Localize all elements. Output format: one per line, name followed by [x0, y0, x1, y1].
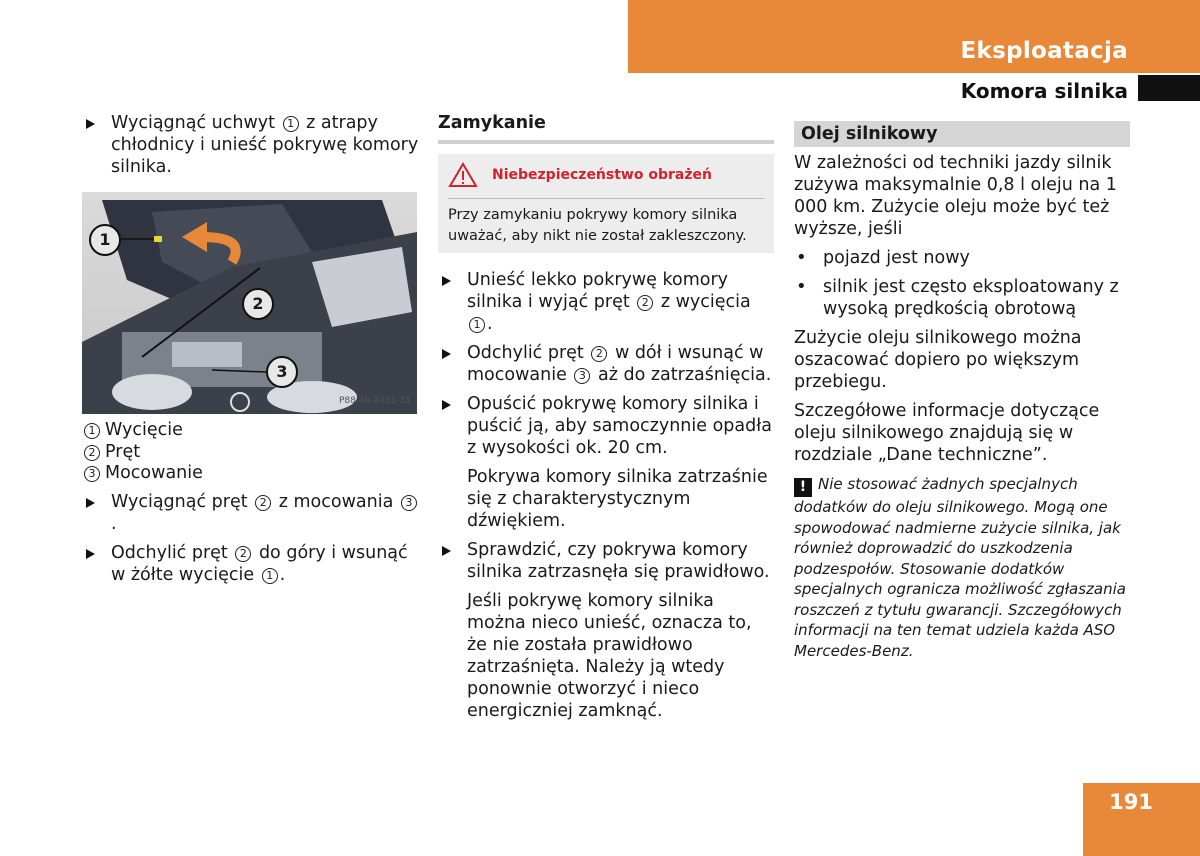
- list-item: • silnik jest często eksploatowany z wysoką prędkością obrotową: [794, 276, 1130, 320]
- warning-box: [438, 154, 774, 253]
- warning-triangle-icon: [448, 162, 478, 188]
- callout-ref: 1: [84, 423, 100, 439]
- section-title: Komora silnika: [960, 79, 1128, 103]
- engine-hood-figure: [82, 192, 417, 414]
- step-text: Unieść lekko pokrywę komory silnika i wyjąć pręt: [467, 270, 729, 312]
- step-text: z mocowania: [278, 491, 394, 512]
- step-text: z atrapy chłodnicy i unieść pokrywę komory silnika.: [111, 113, 419, 177]
- legend-label: Mocowanie: [105, 463, 203, 483]
- step-open-3: [82, 542, 422, 586]
- callout-ref: 2: [637, 295, 653, 311]
- callout-ref: 1: [469, 317, 485, 333]
- step-text: Wyciągnąć pręt: [111, 491, 248, 512]
- headlight-left: [112, 374, 192, 410]
- step-text: z wycięcia: [660, 292, 751, 312]
- warning-text: Przy zamykaniu pokrywy komory silnika uważać, aby nikt nie został zakleszczony.: [448, 198, 764, 247]
- step-text: do góry i wsunąć w żółte wycięcie: [111, 542, 408, 585]
- list-item: • pojazd jest nowy: [794, 247, 1130, 269]
- chapter-title: Eksploatacja: [960, 38, 1128, 64]
- warning-title: Niebezpieczeństwo obrażeń: [492, 167, 712, 183]
- oil-estimate-text: Zużycie oleju silnikowego można oszacować dopiero po większym przebiegu.: [794, 328, 1082, 392]
- step-text: Wyciągnąć uchwyt: [111, 113, 276, 133]
- step-text: .: [487, 314, 493, 334]
- step-close-2: [438, 342, 774, 386]
- figure-legend: [82, 419, 422, 484]
- engine-oil-heading: Olej silnikowy: [794, 121, 1130, 147]
- page-number: 191: [1109, 790, 1153, 814]
- callout-ref: 3: [401, 495, 417, 511]
- callout-ref: 1: [262, 568, 278, 584]
- column-1: [82, 112, 422, 593]
- section-marker: [1138, 75, 1200, 101]
- step-close-4: Sprawdzić, czy pokrywa komory silnika zatrzasnęła się prawidłowo.: [438, 539, 774, 583]
- legend-label: Wycięcie: [105, 420, 183, 440]
- step-text: w dół i wsunąć w mocowanie: [467, 343, 764, 385]
- callout-ref: 1: [283, 116, 299, 132]
- callout-ref: 3: [574, 368, 590, 384]
- step-close-3-note: Pokrywa komory silnika zatrzaśnie się z charakterystycznym dźwiękiem.: [467, 467, 768, 531]
- additives-note: [794, 474, 1130, 661]
- step-text: aż do zatrzaśnięcia.: [598, 365, 772, 385]
- callout-ref: 2: [235, 546, 251, 562]
- column-2: [438, 112, 774, 729]
- callout-ref: 3: [84, 466, 100, 482]
- step-text: Odchylić pręt: [467, 343, 584, 363]
- step-open-2: [82, 491, 422, 535]
- legend-item: [82, 441, 422, 463]
- step-text: .: [111, 513, 117, 534]
- oil-details-text: Szczegółowe informacje dotyczące oleju silnikowego znajdują się w rozdziale „Dane techniczne”.: [794, 401, 1100, 465]
- page-number-box: [1083, 783, 1200, 856]
- hood-latch: [154, 236, 162, 242]
- note-text: Nie stosować żadnych specjalnych dodatków do oleju silnikowego. Mogą one spowodować nadmierne zużycie silnika, jak również doprowadzić do uszkodzenia podzespołów. Stosowanie dodatków specjalnych ogranicza możliwość zgłaszania roszczeń z tytułu gwarancji. Szczegółowych informacji na ten temat udziela każda ASO Mercedes-Benz.: [794, 475, 1126, 660]
- callout-2: 2: [242, 288, 274, 320]
- warning-header: [448, 162, 764, 188]
- callout-ref: 2: [255, 495, 271, 511]
- figure-code: P88.40-2431-31: [338, 396, 411, 406]
- callout-ref: 2: [84, 445, 100, 461]
- callout-ref: 2: [591, 346, 607, 362]
- legend-item: [82, 462, 422, 484]
- callout-1: 1: [89, 224, 121, 256]
- exclamation-icon: !: [794, 478, 812, 497]
- step-open-1: [82, 112, 422, 178]
- oil-consumption-text: W zależności od techniki jazdy silnik zużywa maksymalnie 0,8 l oleju na 1 000 km. Zużycie oleju może być też wyższe, jeśli: [794, 153, 1117, 239]
- legend-item: [82, 419, 422, 441]
- step-close-1: [438, 269, 774, 335]
- legend-label: Pręt: [105, 441, 141, 462]
- step-close-4-note: Jeśli pokrywę komory silnika można nieco unieść, oznacza to, że nie została prawidłowo zatrzaśnięta. Należy ją wtedy ponownie otworzyć i nieco energiczniej zamknąć.: [467, 591, 752, 721]
- step-close-3: Opuścić pokrywę komory silnika i puścić ją, aby samoczynnie opadła z wysokości ok. 20 cm.: [438, 393, 774, 459]
- column-3: [794, 112, 1130, 661]
- engine-cover: [172, 342, 242, 367]
- callout-3: 3: [266, 356, 298, 388]
- step-text: .: [279, 564, 286, 585]
- step-text: Odchylić pręt: [111, 542, 228, 563]
- closing-heading: Zamykanie: [438, 112, 774, 144]
